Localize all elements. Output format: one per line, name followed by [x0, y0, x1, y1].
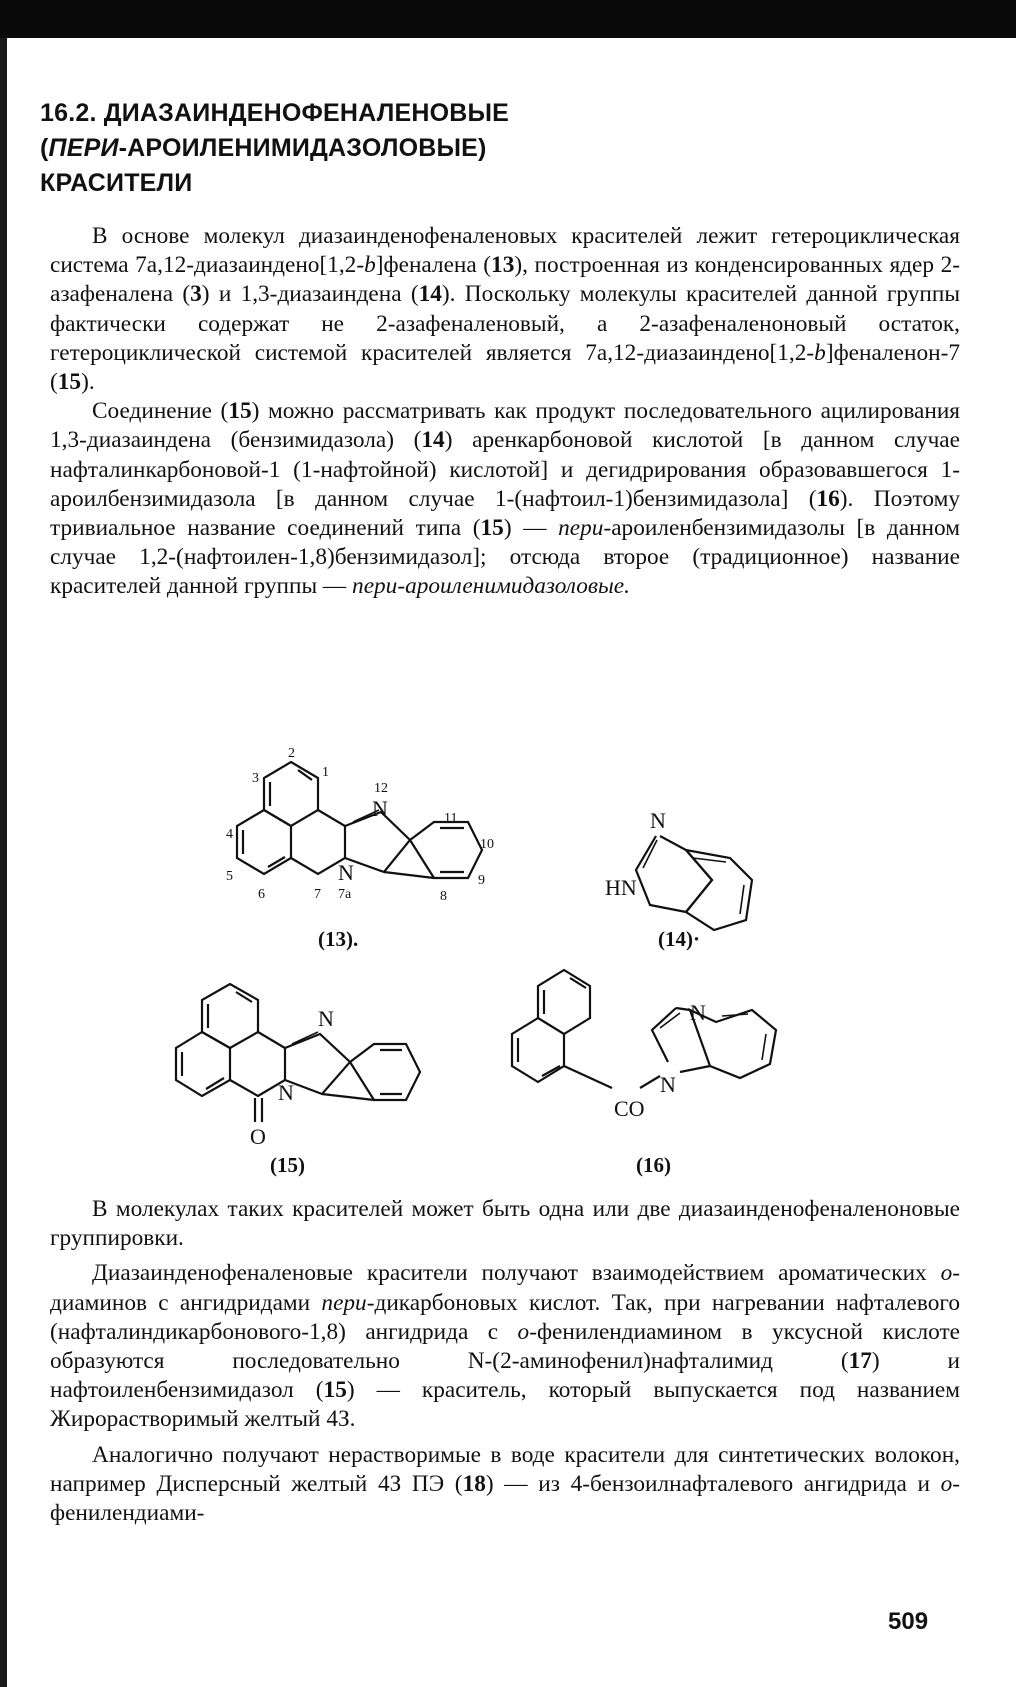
scan-left-border	[0, 38, 7, 1687]
heading-line-2-rest: -АРОИЛЕНИМИДАЗОЛОВЫЕ)	[118, 134, 487, 162]
heading-paren: (	[40, 134, 49, 162]
locant-5: 5	[226, 869, 233, 884]
locant-3: 3	[252, 771, 259, 786]
heading-line-1: 16.2. ДИАЗАИНДЕНОФЕНАЛЕНОВЫЕ	[40, 99, 510, 127]
paragraph-3: В молекулах таких красителей может быть одна или две диазаинденофеналеноновые группировки.	[50, 1196, 960, 1252]
atom-N1-15: N	[318, 1006, 334, 1031]
atom-N2-16: N	[660, 1072, 676, 1097]
locant-7a: 7а	[338, 887, 352, 902]
locant-1: 1	[322, 765, 329, 780]
atom-N-14: N	[650, 808, 666, 833]
locant-6: 6	[258, 887, 265, 902]
heading-italic-word: ПЕРИ	[48, 134, 119, 162]
atom-N2-15: N	[278, 1080, 294, 1105]
structure-16-bonds	[512, 970, 776, 1088]
paragraph-4: Диазаинденофеналеновые красители получают взаимодействием ароматических о-диаминов с ангидридами пери-дикарбоновых кислот. Так, при нагревании нафталевого (нафталиндикарбонового-1,8) ангидрида с о-фенилендиамином в уксусной кислоте образуются последовательно N-(2-аминофенил)нафталимид (17) и нафтоиленбензимидазол (15) — краситель, который выпускается под названием Жирорастворимый желтый 4З.	[50, 1260, 960, 1433]
label-13: (13).	[318, 927, 359, 951]
atom-HN-14: HN	[605, 875, 637, 900]
locant-2: 2	[288, 746, 295, 761]
atom-O-15: O	[250, 1124, 266, 1149]
locant-11: 11	[444, 811, 458, 826]
paragraph-1: В основе молекул диазаинденофеналеновых красителей лежит гетероциклическая система 7а,12-диазаиндено[1,2-b]феналена (13), построенная из конденсированных ядер 2-азафеналена (3) и 1,3-диазаиндена (14). Поскольку молекулы красителей данной группы фактически содержат не 2-азафеналеновый, а 2-азафеналеноновый остаток, гетероциклической системой красителей является 7а,12-диазаиндено[1,2-b]феналенон-7 (15).	[50, 223, 961, 396]
paragraph-2: Соединение (15) можно рассматривать как продукт последовательного ацилирования 1,3-диазаиндена (бензимидазола) (14) аренкарбоновой кислотой [в данном случае нафталинкарбоновой-1 (1-нафтойной) кислотой] и дегидрирования образовавшегося 1-ароилбензимидазола [в данном случае 1-(нафтоил-1)бензимидазола] (16). Поэтому тривиальное название соединений типа (15) — пери-ароиленбензимидазолы [в данном случае 1,2-(нафтоилен-1,8)бензимидазол]; отсюда второе (традиционное) название красителей данной группы — пери-ароиленимидазоловые.	[50, 398, 960, 600]
label-14: (14)·	[658, 927, 700, 951]
atom-CO-16: CO	[614, 1096, 645, 1121]
locant-9: 9	[478, 873, 485, 888]
paragraph-5: Аналогично получают нерастворимые в воде красители для синтетических волокон, например Дисперсный желтый 4З ПЭ (18) — из 4-бензоилнафталевого ангидрида и о-фенилендиами-	[50, 1441, 961, 1527]
text-block-bottom	[50, 1195, 960, 1528]
atom-N7a: N	[338, 860, 354, 885]
section-heading	[40, 96, 640, 201]
structure-13-bonds	[237, 762, 482, 878]
structure-14-bonds	[636, 836, 752, 930]
structure-15-bonds	[176, 984, 420, 1122]
heading-line-3: КРАСИТЕЛИ	[40, 169, 193, 197]
text-block-top	[50, 222, 960, 602]
atom-N1-16: N	[690, 1000, 706, 1025]
locant-10: 10	[480, 837, 494, 852]
scan-top-border	[0, 0, 1016, 38]
label-15: (15)	[270, 1153, 305, 1177]
atom-N12: N	[372, 796, 388, 821]
locant-8: 8	[440, 889, 447, 904]
page-number: 509	[888, 1608, 929, 1635]
locant-7: 7	[314, 887, 321, 902]
label-16: (16)	[636, 1153, 671, 1177]
locant-12: 12	[374, 781, 388, 796]
heading-line-2	[40, 131, 640, 166]
locant-4: 4	[226, 827, 233, 842]
